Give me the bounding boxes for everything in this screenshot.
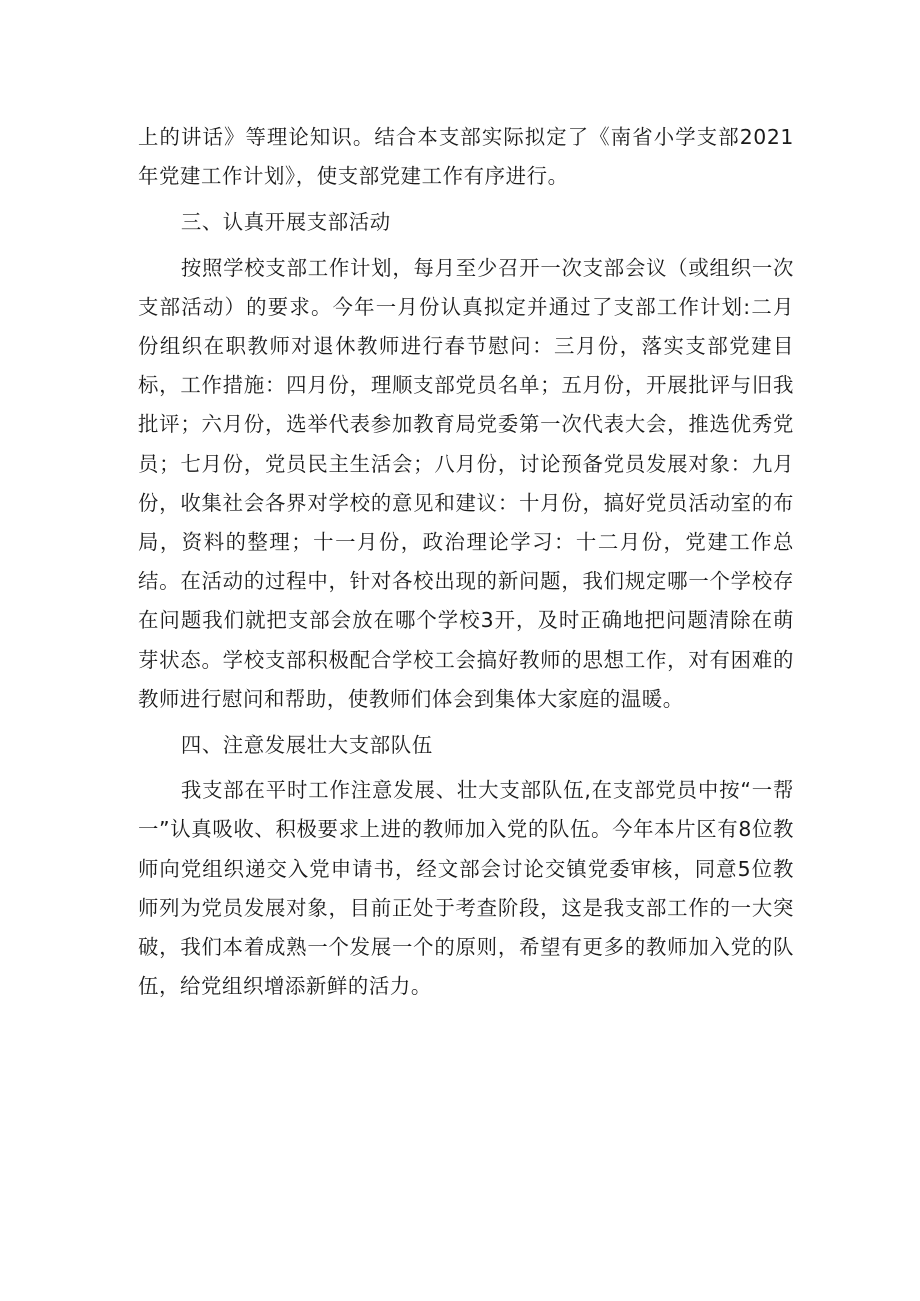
section-heading-team: 四、注意发展壮大支部队伍 xyxy=(180,732,433,757)
paragraph-continuation: 上的讲话》等理论知识。结合本支部实际拟定了《南省小学支部2021年党建工作计划》，使支部党建工作有序进行。 xyxy=(138,125,794,189)
paragraph-team: 我支部在平时工作注意发展、壮大支部队伍,在支部党员中按“一帮一”认真吸收、积极要求上进的教师加入党的队伍。今年本片区有8位教师向党组织递交入党申请书，经文部会讨论交镇党委审核，同意5位教师列为党员发展对象，目前正处于考查阶段，这是我支部工作的一大突破，我们本着成熟一个发展一个的原则，希望有更多的教师加入党的队伍，给党组织增添新鲜的活力。 xyxy=(138,778,794,999)
section-heading-activities: 三、认真开展支部活动 xyxy=(180,209,391,234)
paragraph-activities: 按照学校支部工作计划，每月至少召开一次支部会议（或组织一次支部活动）的要求。今年一月份认真拟定并通过了支部工作计划:二月份组织在职教师对退休教师进行春节慰问：三月份，落实支部党建目标，工作措施：四月份，理顺支部党员名单；五月份，开展批评与旧我批评；六月份，选举代表参加教育局党委第一次代表大会，推选优秀党员；七月份，党员民主生活会；八月份，讨论预备党员发展对象：九月份，收集社会各界对学校的意见和建议：十月份，搞好党员活动室的布局，资料的整理；十一月份，政治理论学习：十二月份，党建工作总结。在活动的过程中，针对各校出现的新问题，我们规定哪一个学校存在问题我们就把支部会放在哪个学校3开，及时正确地把问题清除在萌芽状态。学校支部积极配合学校工会搞好教师的思想工作，对有困难的教师进行慰问和帮助，使教师们体会到集体大家庭的温暖。 xyxy=(138,255,794,711)
document-body xyxy=(138,118,794,1013)
